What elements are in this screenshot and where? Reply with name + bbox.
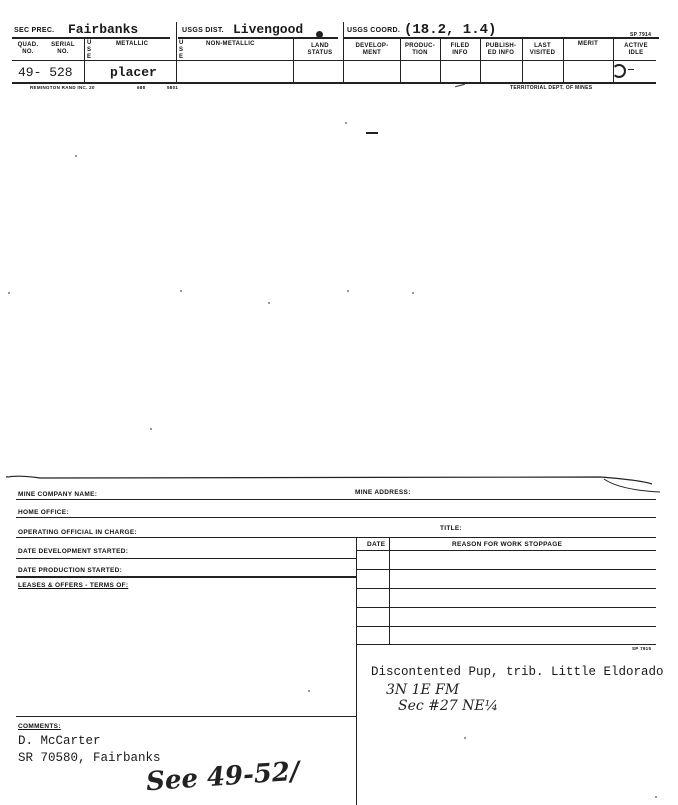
speck	[8, 292, 10, 294]
form-number-front: SP 7914	[630, 32, 652, 38]
speck	[347, 290, 349, 292]
col-divider	[563, 38, 564, 82]
col-use-left: U S E	[87, 40, 92, 60]
mine-company-label: MINE COMPANY NAME:	[18, 491, 98, 498]
col-divider	[522, 38, 523, 82]
speck	[464, 737, 466, 739]
col-land-status: LAND STATUS	[307, 43, 333, 56]
rule	[356, 550, 656, 551]
col-merit: MERIT	[577, 41, 599, 47]
col-use-right: U S E	[179, 40, 184, 60]
speck	[8, 476, 10, 478]
rule	[344, 37, 659, 39]
tick-mark	[628, 69, 634, 70]
col-divider	[293, 38, 294, 82]
stray-dash	[366, 132, 378, 134]
form-number-back: SP 7915	[632, 646, 652, 651]
home-office-label: HOME OFFICE:	[18, 509, 69, 516]
speck	[412, 292, 414, 294]
col-divider	[356, 537, 357, 805]
speck	[150, 428, 152, 430]
usgs-dist-label: USGS DIST.	[182, 27, 224, 34]
col-published-info: PUBLISH-ED INFO	[485, 43, 517, 56]
col-divider	[389, 537, 390, 644]
rule	[12, 60, 656, 61]
rule	[12, 82, 656, 84]
reason-column-label: REASON FOR WORK STOPPAGE	[452, 541, 563, 548]
col-filed-info: FILED INFO	[450, 43, 470, 56]
rule	[356, 607, 656, 608]
active-mark-icon	[612, 64, 626, 78]
col-metallic: METALLIC	[116, 41, 149, 47]
printer-code-1: 688	[137, 85, 146, 90]
col-divider	[176, 22, 177, 82]
col-last-visited: LAST VISITED	[529, 43, 556, 56]
pen-stroke	[455, 84, 465, 88]
card-edge	[0, 470, 678, 500]
col-divider	[343, 22, 344, 82]
col-quad-no: QUAD. NO.	[17, 42, 39, 55]
col-active-idle: ACTIVE IDLE	[624, 43, 648, 56]
col-production: PRODUC-TION	[404, 43, 436, 56]
col-divider	[400, 38, 401, 82]
col-non-metallic: NON-METALLIC	[206, 41, 255, 47]
remarks-line: Discontented Pup, trib. Little Eldorado	[371, 665, 664, 679]
rule	[16, 576, 356, 578]
date-development-label: DATE DEVELOPMENT STARTED:	[18, 548, 129, 555]
printer-code-2: 5801	[167, 85, 179, 90]
speck	[268, 302, 270, 304]
rule	[16, 558, 356, 559]
leases-label: LEASES & OFFERS - TERMS OF:	[18, 582, 129, 589]
mine-address-label: MINE ADDRESS:	[355, 489, 411, 496]
col-development: DEVELOP-MENT	[355, 43, 389, 56]
rule	[16, 517, 656, 518]
rule	[356, 626, 656, 627]
rule	[356, 569, 656, 570]
speck	[655, 796, 657, 798]
rule	[356, 644, 656, 645]
rule	[16, 499, 656, 500]
speck	[308, 690, 310, 692]
date-production-label: DATE PRODUCTION STARTED:	[18, 567, 123, 574]
rule	[178, 37, 338, 39]
handwritten-see-reference: See 49-52/	[145, 756, 301, 798]
rule	[16, 716, 356, 717]
metallic-value: placer	[110, 65, 157, 80]
sec-prec-label: SEC PREC.	[14, 27, 55, 34]
rule	[16, 537, 656, 538]
department-label: TERRITORIAL DEPT. OF MINES	[510, 85, 593, 91]
usgs-coord-label: USGS COORD.	[347, 27, 401, 34]
usgs-dist-value: Livengood	[233, 22, 304, 37]
col-divider	[84, 38, 85, 82]
operating-official-label: OPERATING OFFICIAL IN CHARGE:	[18, 529, 137, 536]
comment-line-1: D. McCarter	[18, 734, 101, 748]
title-label: TITLE:	[440, 525, 463, 532]
speck	[180, 290, 182, 292]
handwritten-location-1: 3N 1E FM	[386, 682, 460, 698]
usgs-coord-value: (18.2, 1.4)	[404, 22, 497, 38]
sec-prec-value: Fairbanks	[68, 22, 139, 37]
rule	[356, 588, 656, 589]
rule	[12, 37, 170, 39]
quad-serial-value: 49- 528	[18, 65, 73, 80]
handwritten-location-2: Sec #27 NE¼	[398, 698, 499, 714]
comment-line-2: SR 70580, Fairbanks	[18, 751, 161, 765]
speck	[75, 155, 77, 157]
col-divider	[480, 38, 481, 82]
speck	[345, 122, 347, 124]
col-divider	[440, 38, 441, 82]
date-column-label: DATE	[367, 541, 386, 548]
col-serial-no: SERIAL NO.	[51, 42, 75, 55]
printer-label: REMINGTON RAND INC. 20	[30, 85, 95, 90]
comments-label: COMMENTS:	[18, 723, 61, 730]
